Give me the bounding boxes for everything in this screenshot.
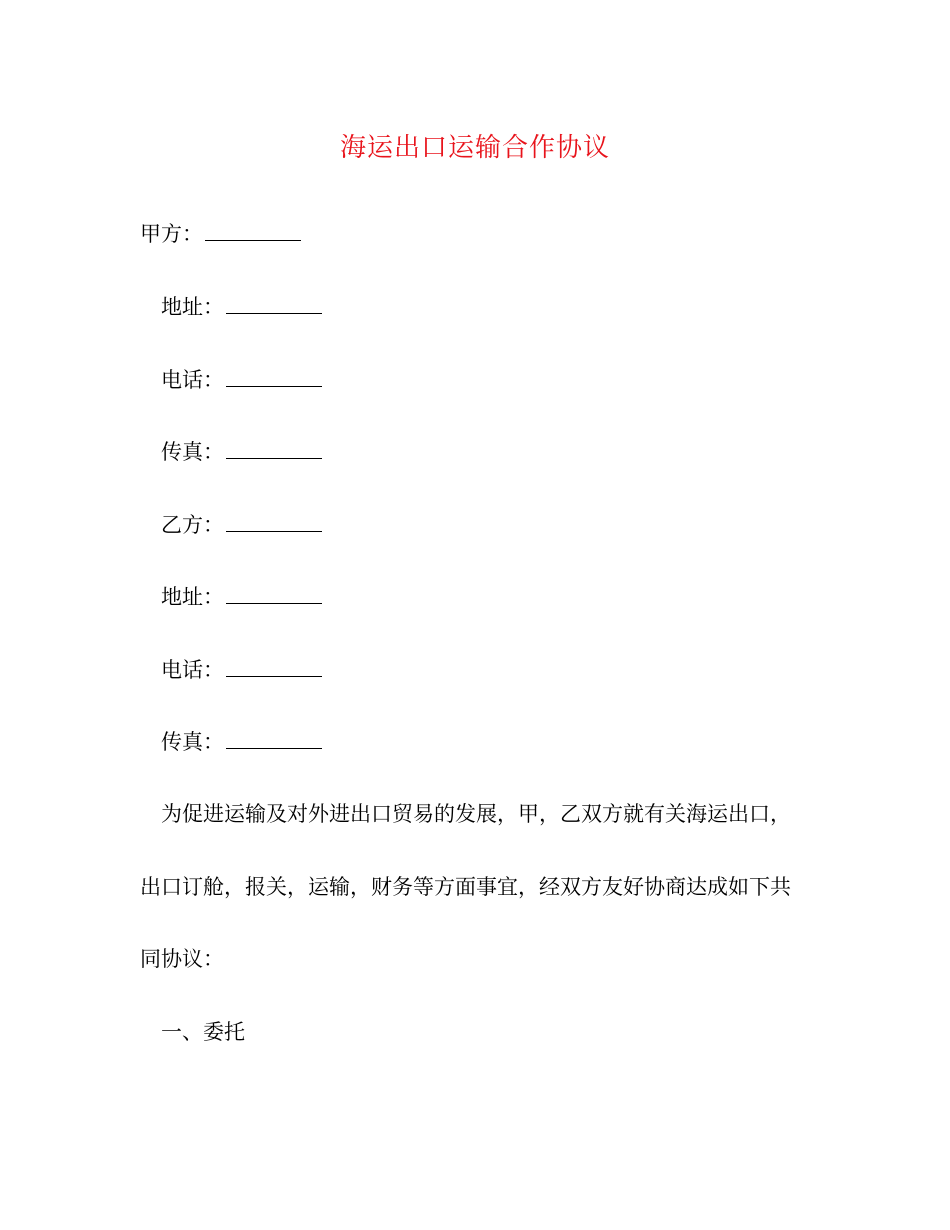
party-b-address-label: 地址： <box>161 585 224 609</box>
party-b-fax-label: 传真： <box>161 730 224 754</box>
party-b-address-blank <box>226 585 322 604</box>
party-a-phone-label: 电话： <box>161 368 224 392</box>
party-b-address-line <box>161 582 322 612</box>
party-b-phone-line <box>161 655 322 685</box>
intro-line-2: 出口订舱，报关，运输，财务等方面事宜，经双方友好协商达成如下共 <box>140 875 791 899</box>
party-b-phone-label: 电话： <box>161 658 224 682</box>
party-b-fax-line <box>161 727 322 757</box>
party-b-phone-blank <box>226 658 322 677</box>
section-1-heading: 一、委托 <box>161 1020 245 1044</box>
party-b-name-line <box>161 510 322 540</box>
party-a-address-label: 地址： <box>161 295 224 319</box>
party-a-fax-blank <box>226 440 322 459</box>
party-a-name-blank <box>205 222 301 241</box>
party-a-name-label: 甲方： <box>140 222 203 246</box>
party-b-fax-blank <box>226 730 322 749</box>
party-a-fax-label: 传真： <box>161 440 224 464</box>
party-a-name-line <box>140 219 301 249</box>
party-a-phone-line <box>161 365 322 395</box>
party-a-address-line <box>161 292 322 322</box>
party-b-name-blank <box>226 513 322 532</box>
intro-line-3: 同协议： <box>140 947 224 971</box>
intro-line-1: 为促进运输及对外进出口贸易的发展，甲，乙双方就有关海运出口， <box>161 802 791 826</box>
party-a-fax-line <box>161 437 322 467</box>
party-a-address-blank <box>226 295 322 314</box>
document-title: 海运出口运输合作协议 <box>339 133 610 163</box>
party-a-phone-blank <box>226 368 322 387</box>
party-b-name-label: 乙方： <box>161 513 224 537</box>
